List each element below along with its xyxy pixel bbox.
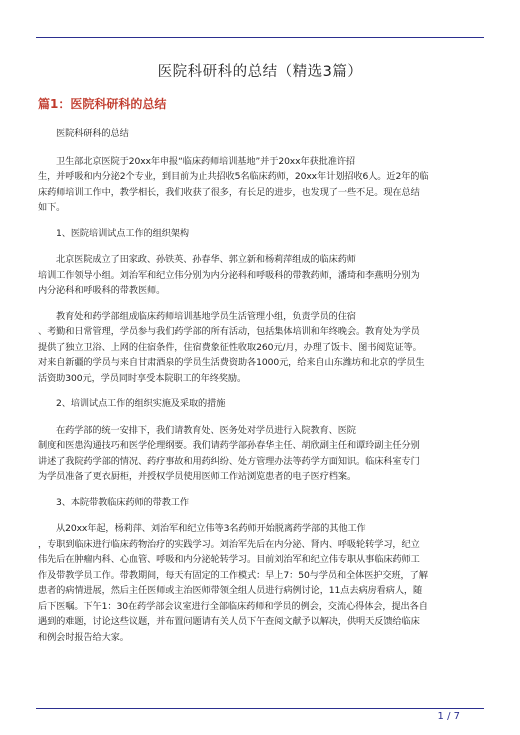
paragraph-line: ，专职到临床进行临床药物治疗的实践学习。刘治军先后在内分泌、肾内、呼吸轮转学习，纪立: [38, 538, 420, 550]
paragraph-1: [38, 154, 482, 216]
heading-teaching: 3、本院带教临床药师的带教工作: [56, 496, 189, 508]
paragraph-line: 在药学部的统一安排下，我们请教育处、医务处对学员进行入院教育、医院: [56, 424, 356, 436]
paragraph-line: 作及带教学员工作。带教期间，每天有固定的工作模式：早上7：50与学员和全体医护交班，了解: [38, 569, 428, 581]
section-heading: 篇1：医院科研科的总结: [38, 97, 167, 111]
paragraph-line: 提供了独立卫浴、上网的住宿条件，住宿费象征性收取260元/月，办理了饭卡、图书阅览证等。: [38, 341, 422, 353]
paragraph-line: 讲述了我院药学部的情况、药疗事故和用药纠纷、处方管理办法等药学方面知识。临床科室专门: [38, 455, 420, 467]
paragraph-line: 后下医嘱。下午1：30在药学部会议室进行全部临床药师和学员的例会，交流心得体会，提出各自: [38, 600, 428, 612]
paragraph-line: 内分泌科和呼吸科的带教医师。: [38, 285, 166, 296]
document-title: 医院科研科的总结（精选3篇）: [157, 64, 363, 80]
paragraph-line: 卫生部北京医院于20xx年申报“临床药师培训基地”并于20xx年获批准许招: [56, 155, 356, 167]
paragraph-line: 生，并呼吸和内分泌2个专业，到目前为止共招收5名临床药师，20xx年计划招收6人。近2年的临: [38, 171, 429, 182]
heading-implementation: 2、培训试点工作的组织实施及采取的措施: [56, 398, 226, 409]
paragraph-line: 患者的病情进展，然后主任医师或主治医师带领全组人员进行病例讨论，11点去病房看病人，随: [38, 585, 423, 596]
document-body: [38, 60, 482, 655]
article-subtitle: 医院科研科的总结: [56, 128, 129, 139]
paragraph-line: 如下。: [38, 202, 66, 213]
header-rule: [36, 37, 484, 38]
paragraph-5: [38, 521, 482, 645]
paragraph-line: 伟先后在肿瘤内科、心血管、呼吸和内分泌轮转学习。目前刘治军和纪立伟专职从事临床药师工: [38, 554, 420, 565]
paragraph-line: 活资助300元，学员同时享受本院职工的年终奖励。: [38, 372, 247, 384]
paragraph-line: 、考勤和日常管理，学员参与我们药学部的所有活动，包括集体培训和年终晚会。教育处为学员: [38, 326, 420, 337]
paragraph-line: 从20xx年起，杨莉萍、刘治军和纪立伟等3名药师开始脱离药学部的其他工作: [56, 523, 366, 534]
paragraph-2: [38, 252, 482, 299]
paragraph-line: 对来自新疆的学员与来自甘肃酒泉的学员生活费资助各1000元，给来自山东潍坊和北京的学员生: [38, 357, 425, 368]
paragraph-line: 和例会时报告给大家。: [38, 631, 129, 643]
paragraph-line: 制度和医患沟通技巧和医学伦理纲要。我们请药学部孙春华主任、胡欣副主任和谭玲副主任分别: [38, 440, 420, 451]
paragraph-line: 北京医院成立了田家政、孙铁英、孙春华、郭立新和杨莉萍组成的临床药师: [56, 254, 356, 265]
paragraph-4: [38, 423, 482, 485]
paragraph-line: 教育处和药学部组成临床药师培训基地学员生活管理小组，负责学员的住宿: [56, 310, 356, 322]
paragraph-line: 培训工作领导小组。刘治军和纪立伟分别为内分泌科和呼吸科的带教药师，潘琦和李燕明分别为: [38, 269, 420, 281]
heading-organization: 1、医院培训试点工作的组织架构: [56, 227, 189, 239]
paragraph-line: 床药师培训工作中，教学相长，我们收获了很多，有长足的进步，也发现了一些不足。现在总结: [38, 186, 420, 198]
paragraph-line: 为学员准备了更衣厨柜，并授权学员使用医师工作站浏览患者的电子医疗档案。: [38, 471, 357, 482]
page-number: 1 / 7: [437, 711, 460, 722]
footer-rule: [36, 708, 484, 709]
paragraph-line: 遇到的难题，讨论这些议题，并布置问题请有关人员下午查阅文献予以解决，供明天反馈给临床: [38, 616, 420, 627]
paragraph-3: [38, 309, 482, 387]
